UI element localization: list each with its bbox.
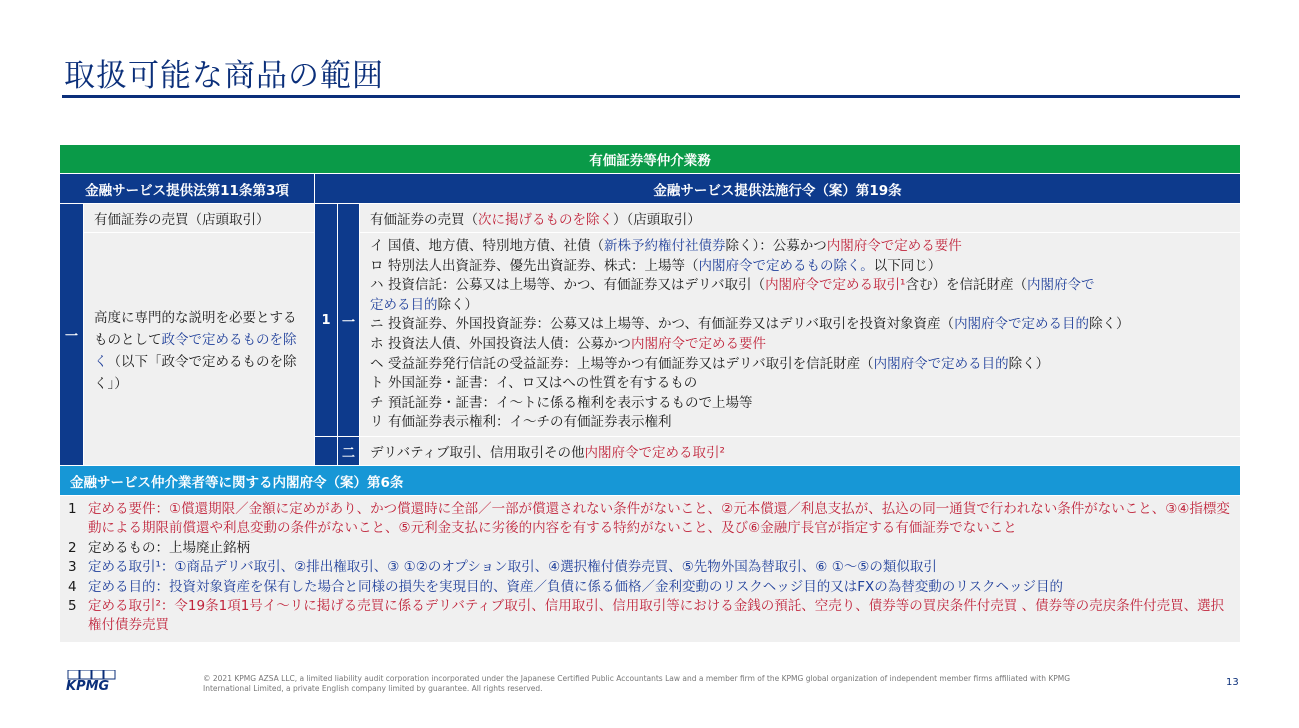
notes-title: 金融サービス仲介業者等に関する内閣府令（案）第6条: [60, 466, 1240, 495]
list-item: チ 預託証券・証書：イ～トに係る権利を表示するもので上場等: [370, 394, 753, 411]
list-item: ヘ 受益証券発行信託の受益証券：上場等かつ有価証券又はデリバ取引を信託財産（内閣府令で定める目的除く）: [370, 355, 1050, 372]
list-item-continuation: 定める目的除く）: [370, 296, 478, 313]
row3-right-cell: デリバティブ取引、信用取引その他 内閣府令で定める取引²: [360, 437, 1240, 465]
row2-left-cell: 高度に専門的な説明を必要とするものとして政令で定めるものを除く（以下「政令で定めるものを除く」）: [84, 233, 314, 465]
list-item: ハ 投資信託：公募又は上場等、かつ、有価証券又はデリバ取引（内閣府令で定める取引¹含む）を信託財産（内閣府令で: [370, 277, 1095, 294]
note-item: 3 定める取引¹：①商品デリバ取引、②排出権取引、③ ①②のオプション取引、④選択権付債券売買、⑤先物外国為替取引、⑥ ①～⑤の類似取引: [68, 559, 937, 576]
header-right: 金融サービス提供法施行令（案）第19条: [315, 174, 1240, 203]
list-item: イ 国債、地方債、特別地方債、社債（新株予約権付社債券除く）：公募かつ内閣府令で定める要件: [370, 238, 962, 254]
logo-text: KPMG: [66, 679, 110, 692]
row1-right-cell: 有価証券の売買（ 次に掲げるものを除く ）（店頭取引）: [360, 204, 1240, 232]
right-index-cell: 1: [315, 204, 337, 436]
sub-index-cell-1: 一: [338, 204, 359, 436]
note-item: 2 定めるもの：上場廃止銘柄: [68, 539, 250, 556]
sub-index-cell-2: 二: [338, 437, 359, 465]
slide-title: 取扱可能な商品の範囲: [64, 58, 384, 94]
list-item: リ 有価証券表示権利：イ～チの有価証券表示権利: [370, 414, 672, 431]
list-item: ロ 特別法人出資証券、優先出資証券、株式：上場等（内閣府令で定めるもの除く。以下同じ）: [370, 257, 942, 274]
row2-right-cell: [360, 233, 1240, 436]
copyright-text: © 2021 KPMG AZSA LLC, a limited liability audit corporation incorporated under the Japanese Certified Public Accountants Law and a member firm of the KPMG global organization of independent member firms affiliated with KPMG International Limited, a private English company limited by guarantee. All rights reserved.: [203, 674, 1071, 693]
note-item: 1 定める要件：①償還期限／金額に定めがあり、かつ償還時に全部／一部が償還されない条件がないこと、②元本償還／利息支払が、払込の同一通貨で行われない条件がないこと、③④指標変動による期限前償還や利息変動の条件がないこと、⑤元利金支払に劣後的内容を有する特約がないこと、及び⑥金融庁長官が指定する有価証券でないこと: [68, 501, 1230, 537]
list-item: ト 外国証券・証書：イ、ロ又はへの性質を有するもの: [370, 375, 698, 392]
notes-panel: [60, 496, 1240, 642]
left-index-cell: 一: [60, 204, 83, 465]
row1-left-cell: 有価証券の売買（店頭取引）: [84, 204, 314, 232]
page-number: 13: [1226, 677, 1239, 688]
note-item: 5 定める取引²：令19条1項1号イ～リに掲げる売買に係るデリバティブ取引、信用取引、信用取引等における金銭の預託、空売り、債券等の買戻条件付売買 、債券等の売戻条件付売買、選択権付債券売買: [68, 598, 1225, 634]
list-item: ニ 投資証券、外国投資証券：公募又は上場等、かつ、有価証券又はデリバ取引を投資対象資産（内閣府令で定める目的除く）: [370, 316, 1130, 333]
title-divider: [62, 95, 1240, 98]
list-item: ホ 投資法人債、外国投資法人債：公募かつ内閣府令で定める要件: [370, 335, 766, 352]
kpmg-logo: [66, 670, 120, 692]
note-item: 4 定める目的：投資対象資産を保有した場合と同様の損失を実現目的、資産／負債に係る価格／金利変動のリスクヘッジ目的又はFXの為替変動のリスクヘッジ目的: [68, 578, 1063, 595]
table-banner: 有価証券等仲介業務: [60, 145, 1240, 173]
blank-index-cell: [315, 437, 337, 465]
header-left: 金融サービス提供法第11条第3項: [60, 174, 314, 203]
